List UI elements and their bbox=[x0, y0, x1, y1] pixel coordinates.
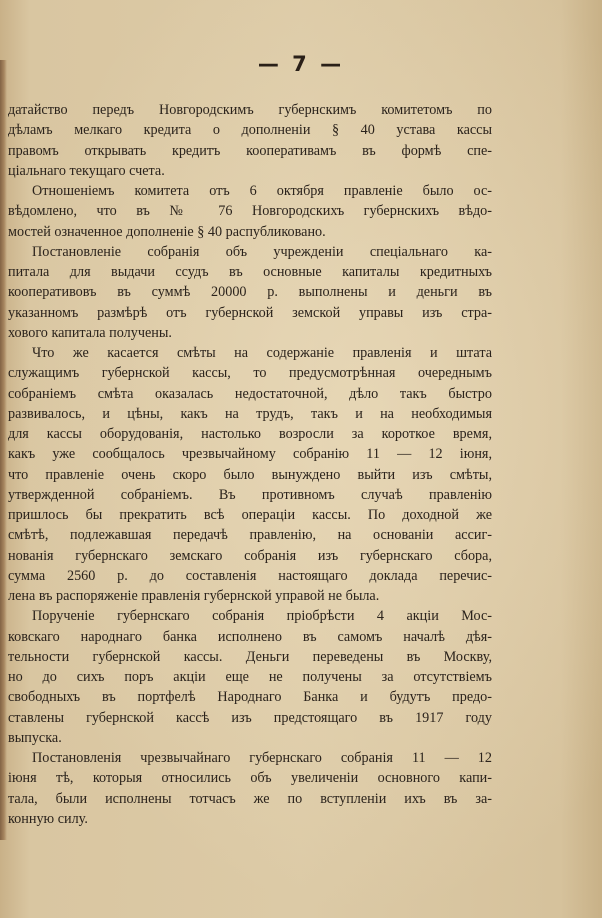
text-line: ковскаго народнаго банка исполнено въ самомъ началѣ дѣя- bbox=[8, 628, 492, 645]
text-line: нованія губернскаго земскаго собранія изъ губернскаго сбора, bbox=[8, 547, 492, 564]
text-line: мостей означенное дополненіе § 40 распубликовано. bbox=[8, 223, 326, 240]
text-line: Порученіе губернскаго собранія пріобрѣсти 4 акціи Мос- bbox=[32, 608, 492, 625]
paragraph bbox=[8, 748, 492, 829]
text-line: кооперативовъ въ суммѣ 20000 р. выполнены и деньги въ bbox=[8, 284, 492, 301]
text-line: Отношеніемъ комитета отъ 6 октября правленіе было ос- bbox=[32, 183, 492, 199]
text-line: питала для выдачи ссудъ въ основные капиталы кредитныхъ bbox=[8, 264, 492, 280]
text-line: хового капитала получены. bbox=[8, 324, 172, 341]
text-line: смѣтѣ, подлежавшая передачѣ правленію, на основаніи ассиг- bbox=[8, 527, 492, 544]
paragraph bbox=[8, 343, 492, 606]
text-line: что правленіе очень скоро было вынуждено выйти изъ смѣты, bbox=[8, 466, 492, 483]
text-line: собраніемъ смѣта оказалась недостаточной, дѣло такъ быстро bbox=[8, 385, 492, 402]
page-number: — 7 — bbox=[257, 52, 345, 76]
text-line: тала, были исполнены тотчасъ же по вступленіи ихъ въ за- bbox=[8, 790, 492, 807]
paragraph bbox=[8, 606, 492, 748]
text-line: іюня тѣ, которыя относились объ увеличеніи основного капи- bbox=[8, 770, 492, 787]
text-line: дѣламъ мелкаго кредита о дополненіи § 40 устава кассы bbox=[8, 122, 492, 139]
text-line: лена въ распоряженіе правленія губернской управой не была. bbox=[8, 588, 380, 604]
text-line: развивалось, и цѣны, какъ на трудъ, такъ и на необходимыя bbox=[8, 405, 492, 422]
text-line: для кассы оборудованія, настолько возросли за короткое время, bbox=[8, 426, 492, 442]
text-line: датайство передъ Новгородскимъ губернскимъ комитетомъ по bbox=[8, 102, 492, 118]
text-line: какъ уже сообщалось чрезвычайному собранію 11 — 12 іюня, bbox=[8, 446, 492, 463]
text-line: утвержденной собраніемъ. Въ противномъ случаѣ правленію bbox=[8, 486, 492, 503]
text-line: указанномъ размѣрѣ отъ губернской земской управы изъ стра- bbox=[8, 304, 492, 321]
text-line: свободныхъ въ портфелѣ Народнаго Банка и будутъ предо- bbox=[8, 689, 492, 706]
text-line: ціальнаго текущаго счета. bbox=[8, 162, 165, 179]
text-line: Что же касается смѣты на содержаніе правленія и штата bbox=[32, 345, 492, 361]
body-text bbox=[8, 100, 492, 829]
text-line: но до сихъ поръ акціи еще не получены за отсутствіемъ bbox=[8, 669, 492, 685]
text-line: тельности губернской кассы. Деньги переведены въ Москву, bbox=[8, 648, 492, 665]
paragraph bbox=[8, 181, 492, 242]
text-line: ставлены губернской кассѣ изъ предстоящаго въ 1917 году bbox=[8, 709, 492, 726]
text-line: конную силу. bbox=[8, 810, 88, 827]
paragraph bbox=[8, 100, 492, 181]
text-line: вѣдомлено, что въ № 76 Новгородскихъ губернскихъ вѣдо- bbox=[8, 203, 492, 220]
text-line: правомъ открывать кредитъ кооперативамъ въ формѣ спе- bbox=[8, 142, 492, 159]
text-line: сумма 2560 р. до составленія настоящаго доклада перечис- bbox=[8, 567, 492, 584]
text-line: служащимъ губернской кассы, то предусмотрѣнная очереднымъ bbox=[8, 365, 492, 382]
text-line: выпуска. bbox=[8, 729, 62, 746]
text-line: пришлось бы прекратить всѣ операціи кассы. По доходной же bbox=[8, 507, 492, 523]
text-line: Постановленія чрезвычайнаго губернскаго собранія 11 — 12 bbox=[32, 750, 492, 766]
text-line: Постановленіе собранія объ учрежденіи спеціальнаго ка- bbox=[32, 243, 492, 260]
page-binding-edge bbox=[0, 60, 7, 840]
paragraph bbox=[8, 242, 492, 343]
